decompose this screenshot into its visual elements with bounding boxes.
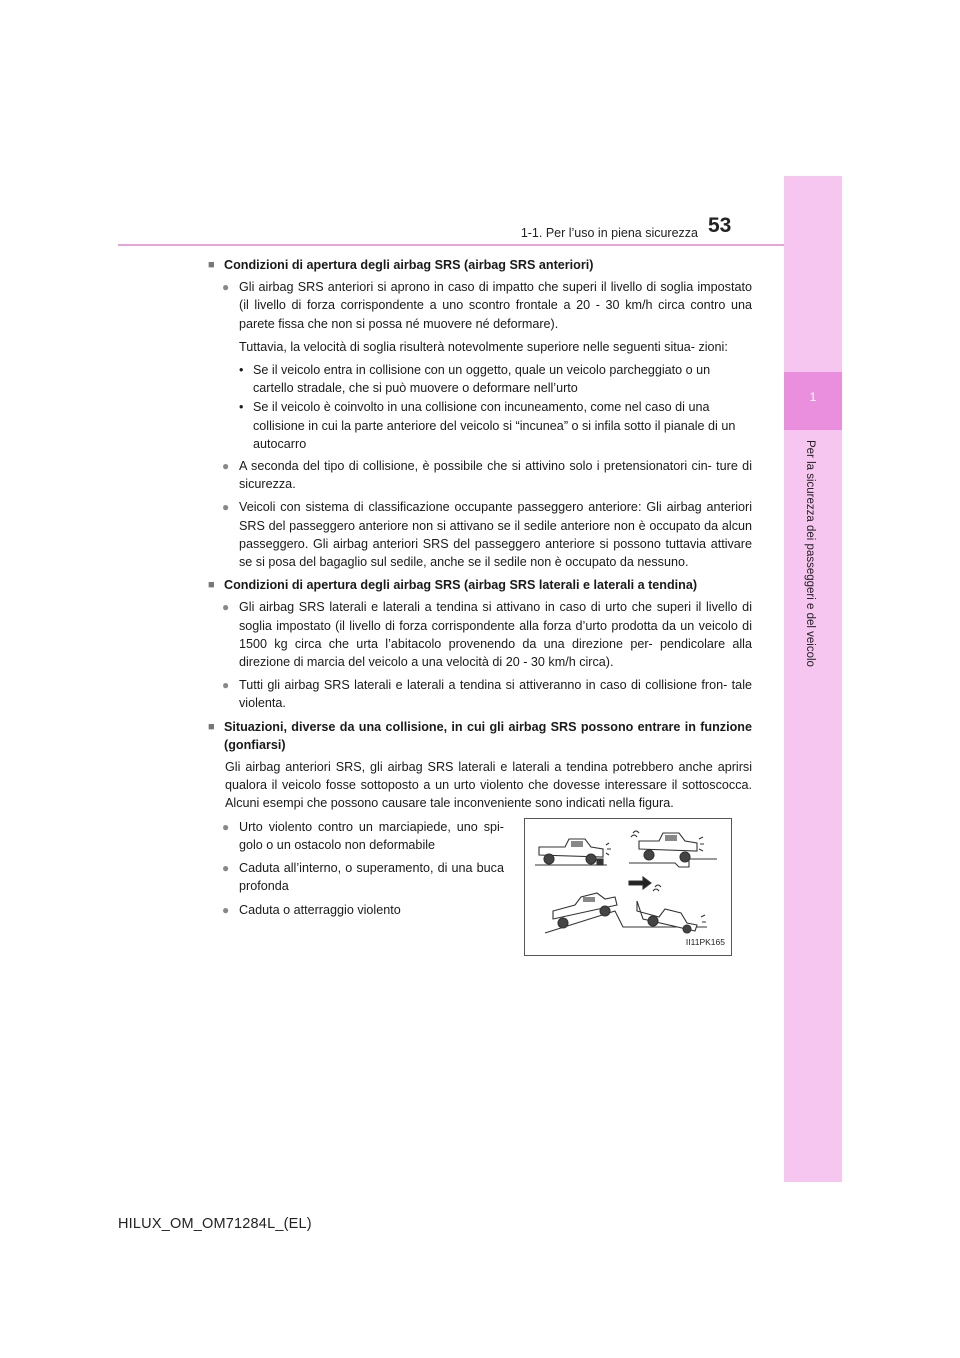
circle-bullet-icon: ● [222,280,230,295]
circle-bullet-icon: ● [222,902,230,917]
list-item: ● A seconda del tipo di collisione, è possibile che si attivino solo i pretensionatori cin- ture di sicurezza. [222,457,752,493]
square-bullet-icon: ■ [208,579,215,592]
section-heading: ■ Situazioni, diverse da una collisione, in cui gli airbag SRS possono entrare in funzione (gonfiarsi) [208,718,752,754]
circle-bullet-icon: ● [222,819,230,834]
list-item: ● Caduta o atterraggio violento [222,901,504,919]
sub-list-item: • Se il veicolo è coinvolto in una collisione con incuneamento, come nel caso di una collisione in cui la parte anteriore del veicolo si “incunea” o si infila sotto il pianale di un autocarro [239,400,736,451]
circle-bullet-icon: ● [222,678,230,693]
arrow-right-icon [629,877,651,889]
figure-bullets [208,818,504,956]
list-item: ● Urto violento contro un marciapiede, uno spi- golo o un ostacolo non deformabile [222,818,504,854]
list-item: ● Veicoli con sistema di classificazione occupante passeggero anteriore: Gli airbag anteriori SRS del passeggero anteriore non si attivano se il sedile anteriore non è occupato da alcun passeggero. Gli airbag anteriori SRS del passeggero anteriore si possono tuttavia attivare se si posa del bagaglio sul sedile, anche se il sedile non è occupato da nessuno. [222,498,752,571]
list-item: ● Gli airbag SRS anteriori si aprono in caso di impatto che superi il livello di soglia impostato (il livello di forza corrispondente a uno scontro frontale a 20 - 30 km/h circa contro una parete fissa che non si possa né muovere né deformare). [222,278,752,333]
list-item: ● Gli airbag SRS laterali e laterali a tendina si attivano in caso di urto che superi il livello di soglia impostato (il livello di forza corrispondente alla forza d’urto prodotta da un veicolo di 1500 kg circa che urta l’abitacolo provenendo da una direzione per- pendicolare alla direzione di marcia del veicolo a una velocità di 20 - 30 km/h circa). [222,598,752,671]
circle-bullet-icon: ● [222,459,230,474]
header-section-title: 1-1. Per l’uso in piena sicurezza [520,226,698,240]
square-bullet-icon: ■ [208,259,215,271]
circle-bullet-icon: ● [222,600,230,615]
circle-bullet-icon: ● [222,500,230,515]
truck-hole-impact-icon [629,831,717,867]
section-paragraph: Gli airbag anteriori SRS, gli airbag SRS laterali e laterali a tendina potrebbero anche aprirsi qualora il veicolo fosse sottoposto a un urto violento che dovesse interessare il sottoscocca. Alcuni esempi che possono causare tale inconveniente sono indicati nella figura. [225,760,752,811]
list-item: ● Tutti gli airbag SRS laterali e laterali a tendina si attiveranno in caso di collisione fron- tale violenta. [222,676,752,712]
circle-bullet-icon: ● [222,861,230,876]
page-content [208,256,752,956]
figure-row [208,818,752,956]
footer-doc-code: HILUX_OM_OM71284L_(EL) [118,1216,312,1232]
illustration-figure [524,818,732,956]
truck-curb-impact-icon [535,839,611,865]
header-rule [118,244,784,246]
section-heading: ■ Condizioni di apertura degli airbag SRS (airbag SRS anteriori) [208,256,752,274]
section-heading: ■ Condizioni di apertura degli airbag SRS (airbag SRS laterali e laterali a tendina) [208,576,752,594]
figure-code: II11PK165 [685,937,725,948]
chapter-title: Per la sicurezza dei passeggeri e del veicolo [804,440,816,667]
note-paragraph: Tuttavia, la velocità di soglia risulterà notevolmente superiore nelle seguenti situa- zioni: [239,339,728,354]
truck-landing-impact-icon [545,877,707,933]
page-number: 53 [708,214,732,237]
list-item: ● Caduta all’interno, o superamento, di una buca profonda [222,859,504,895]
square-bullet-icon: ■ [208,720,215,733]
sub-list-item: • Se il veicolo entra in collisione con un oggetto, quale un veicolo parcheggiato o un cartello stradale, che si può muovere o deformare nell’urto [239,363,711,396]
chapter-number: 1 [809,390,817,404]
